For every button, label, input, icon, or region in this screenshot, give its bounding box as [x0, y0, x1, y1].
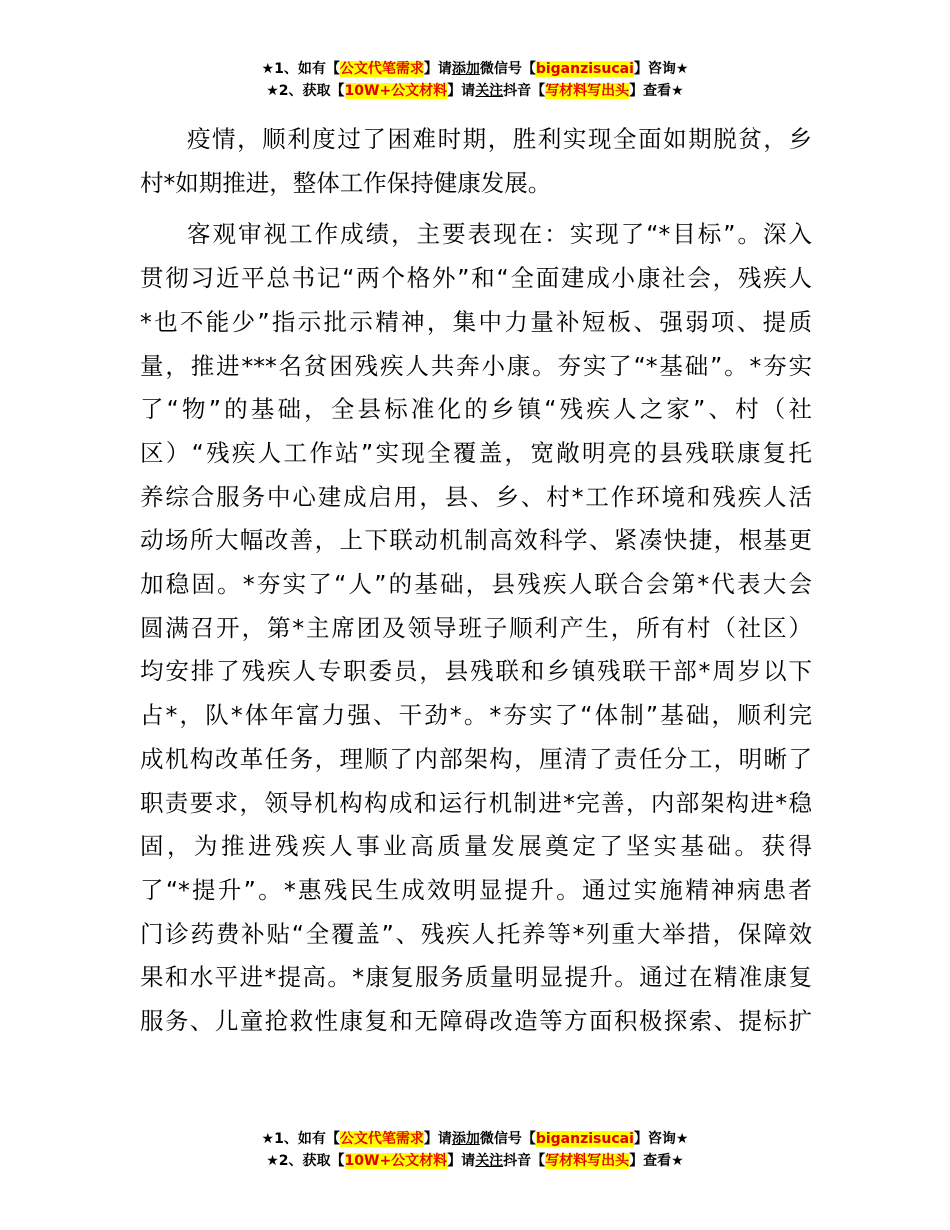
text-line: 成机构改革任务，理顺了内部架构，厘清了责任分工，明晰了	[140, 744, 812, 773]
banner-highlight: 公文代笔需求	[339, 1131, 424, 1147]
banner-text: 抖音【	[503, 83, 546, 99]
text-line: 量，推进***名贫困残疾人共奔小康。夯实了“*基础”。*夯实	[140, 351, 812, 380]
paragraph-1	[140, 118, 812, 205]
banner-text: ★2、获取【	[266, 83, 345, 99]
banner-underline: 添加	[451, 1131, 480, 1147]
banner-underline: 关注	[475, 1153, 504, 1169]
banner-text: ★1、如有【	[261, 1131, 340, 1147]
text-line: 服务、儿童抢救性康复和无障碍改造等方面积极探索、提标扩	[140, 1007, 812, 1036]
banner-text: 】请	[447, 1153, 476, 1169]
banner-text: 】查看★	[629, 83, 684, 99]
banner-underline: 关注	[475, 83, 504, 99]
text-line: 果和水平进*提高。*康复服务质量明显提升。通过在精准康复	[140, 963, 812, 992]
banner-text: 】查看★	[629, 1153, 684, 1169]
banner-text: ★1、如有【	[261, 61, 340, 77]
text-line: 贯彻习近平总书记“两个格外”和“全面建成小康社会，残疾人	[140, 264, 812, 293]
text-line: 均安排了残疾人专职委员，县残联和乡镇残联干部*周岁以下	[140, 657, 812, 686]
banner-text: 】咨询★	[633, 61, 689, 77]
banner-text: 微信号【	[479, 1131, 536, 1147]
text-line: 养综合服务中心建成启用，县、乡、村*工作环境和残疾人活	[140, 482, 812, 511]
text-line: 占*，队*体年富力强、干劲*。*夯实了“体制”基础，顺利完	[140, 701, 812, 730]
text-line: 圆满召开，第*主席团及领导班子顺利产生，所有村（社区）	[140, 613, 812, 642]
text-line: 职责要求，领导机构构成和运行机制进*完善，内部架构进*稳	[140, 788, 812, 817]
text-line: 动场所大幅改善，上下联动机制高效科学、紧凑快捷，根基更	[140, 526, 812, 555]
text-line: *也不能少”指示批示精神，集中力量补短板、强弱项、提质	[140, 307, 812, 336]
text-line: 客观审视工作成绩，主要表现在：实现了“*目标”。深入	[187, 220, 812, 249]
header-banner	[0, 58, 950, 102]
banner-text: ★2、获取【	[266, 1153, 345, 1169]
banner-text: 】请	[423, 1131, 452, 1147]
banner-line-1	[0, 58, 950, 80]
banner-text: 】咨询★	[633, 1131, 689, 1147]
banner-text: 抖音【	[503, 1153, 546, 1169]
text-line: 村*如期推进，整体工作保持健康发展。	[140, 168, 552, 197]
text-line: 门诊药费补贴“全覆盖”、残疾人托养等*列重大举措，保障效	[140, 919, 812, 948]
document-body	[140, 118, 812, 1044]
banner-text: 】请	[447, 83, 476, 99]
text-line: 固，为推进残疾人事业高质量发展奠定了坚实基础。获得	[140, 832, 812, 861]
text-line: 区）“残疾人工作站”实现全覆盖，宽敞明亮的县残联康复托	[140, 438, 812, 467]
paragraph-2	[140, 213, 812, 1043]
text-line: 了“物”的基础，全县标准化的乡镇“残疾人之家”、村（社	[140, 395, 812, 424]
banner-highlight: biganzisucai	[535, 1131, 634, 1147]
text-line: 疫情，顺利度过了困难时期，胜利实现全面如期脱贫，乡	[187, 125, 812, 153]
banner-text: 】请	[423, 61, 452, 77]
text-line: 了“*提升”。*惠残民生成效明显提升。通过实施精神病患者	[140, 875, 812, 904]
banner-highlight: 写材料写出头	[545, 83, 630, 99]
banner-highlight: 10W+公文材料	[344, 83, 448, 99]
text-line: 加稳固。*夯实了“人”的基础，县残疾人联合会第*代表大会	[140, 570, 812, 599]
banner-highlight: 公文代笔需求	[339, 61, 424, 77]
banner-line-2	[0, 80, 950, 102]
footer-banner	[0, 1128, 950, 1172]
banner-highlight: 写材料写出头	[545, 1153, 630, 1169]
banner-highlight: biganzisucai	[535, 61, 634, 77]
banner-underline: 添加	[451, 61, 480, 77]
banner-line-2	[0, 1150, 950, 1172]
banner-line-1	[0, 1128, 950, 1150]
banner-text: 微信号【	[479, 61, 536, 77]
banner-highlight: 10W+公文材料	[344, 1153, 448, 1169]
